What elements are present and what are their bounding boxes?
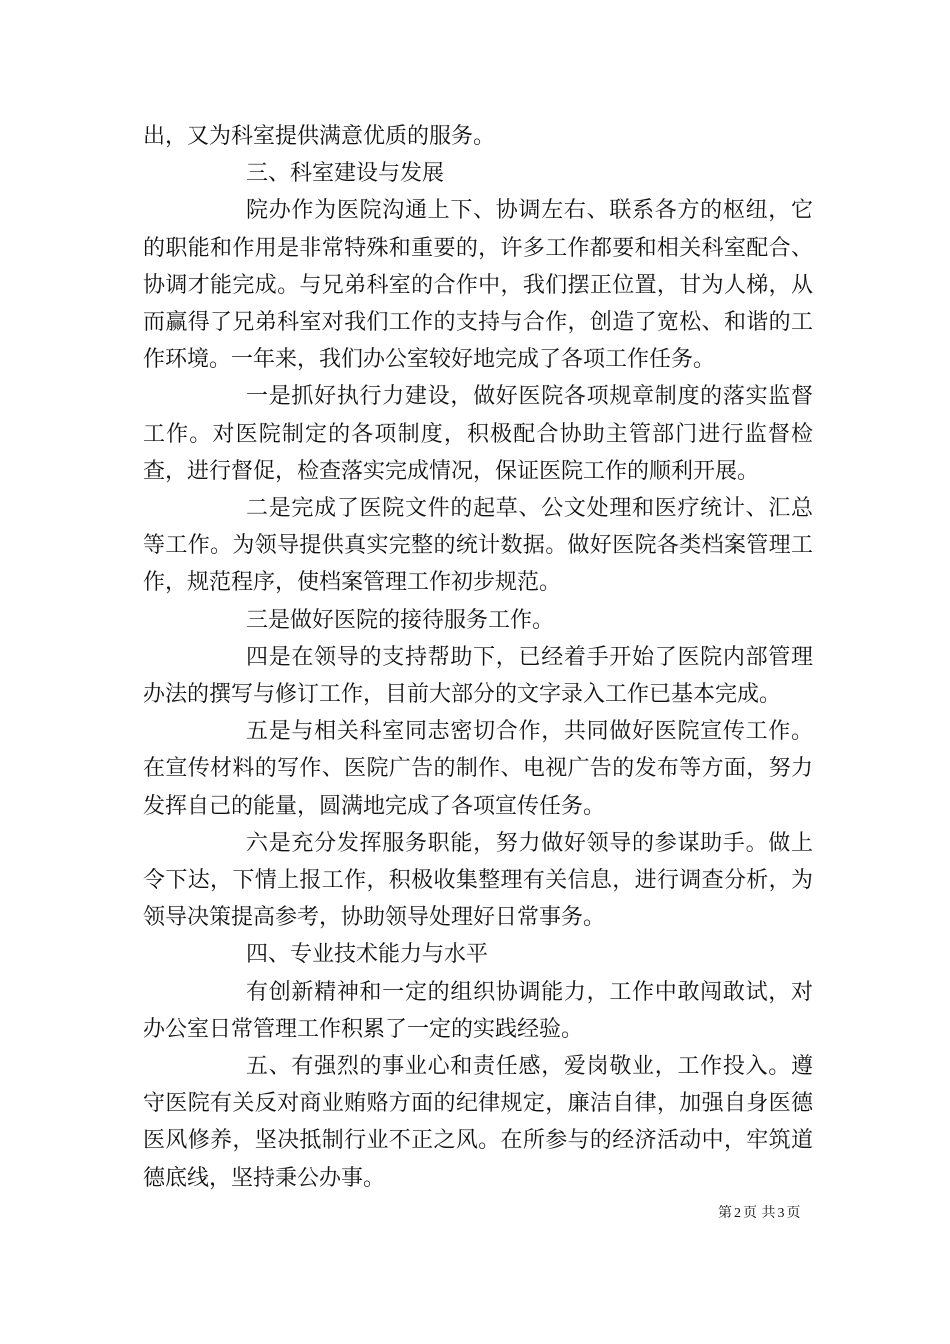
paragraph: 一是抓好执行力建设，做好医院各项规章制度的落实监督工作。对医院制定的各项制度，积极配合协助主管部门进行监督检查，进行督促，检查落实完成情况，保证医院工作的顺利开展。: [143, 384, 813, 484]
paragraph: 六是充分发挥服务职能，努力做好领导的参谋助手。做上令下达，下情上报工作，积极收集整理有关信息，进行调查分析，为领导决策提高参考，协助领导处理好日常事务。: [143, 830, 813, 931]
section-heading: 四、专业技术能力与水平: [246, 942, 489, 968]
current-page-number: 2: [734, 1206, 741, 1221]
paragraph: 出，又为科室提供满意优质的服务。: [143, 124, 496, 149]
total-pages-number: 3: [777, 1206, 785, 1221]
paragraph: 院办作为医院沟通上下、协调左右、联系各方的枢纽，它的职能和作用是非常特殊和重要的，许多工作都要和相关科室配合、协调才能完成。与兄弟科室的合作中，我们摆正位置，甘为人梯，从而赢得了兄弟科室对我们工作的支持与合作，创造了宽松、和谐的工作环境。一年来，我们办公室较好地完成了各项工作任务。: [143, 198, 813, 373]
paragraph: 三是做好医院的接待服务工作。: [246, 607, 555, 633]
paragraph: 二是完成了医院文件的起草、公文处理和医疗统计、汇总等工作。为领导提供真实完整的统计数据。做好医院各类档案管理工作，规范程序，使档案管理工作初步规范。: [143, 496, 813, 596]
page-footer: [718, 1203, 800, 1224]
document-body: [143, 118, 813, 1197]
section-heading: 三、科室建设与发展: [246, 161, 445, 187]
footer-suffix: 页: [786, 1205, 801, 1221]
paragraph: 有创新精神和一定的组织协调能力，工作中敢闯敢试，对办公室日常管理工作积累了一定的实践经验。: [143, 979, 813, 1042]
paragraph: 五是与相关科室同志密切合作，共同做好医院宣传工作。在宣传材料的写作、医院广告的制作、电视广告的发布等方面，努力发挥自己的能量，圆满地完成了各项宣传任务。: [143, 719, 813, 819]
footer-prefix: 第: [718, 1205, 732, 1221]
footer-middle: 页 共: [743, 1205, 776, 1221]
paragraph: 五、有强烈的事业心和责任感，爱岗敬业，工作投入。遵守医院有关反对商业贿赂方面的纪律规定，廉洁自律，加强自身医德医风修养，坚决抵制行业不正之风。在所参与的经济活动中，牢筑道德底线，坚持秉公办事。: [143, 1054, 813, 1191]
paragraph: 四是在领导的支持帮助下，已经着手开始了医院内部管理办法的撰写与修订工作，目前大部分的文字录入工作已基本完成。: [143, 644, 813, 708]
